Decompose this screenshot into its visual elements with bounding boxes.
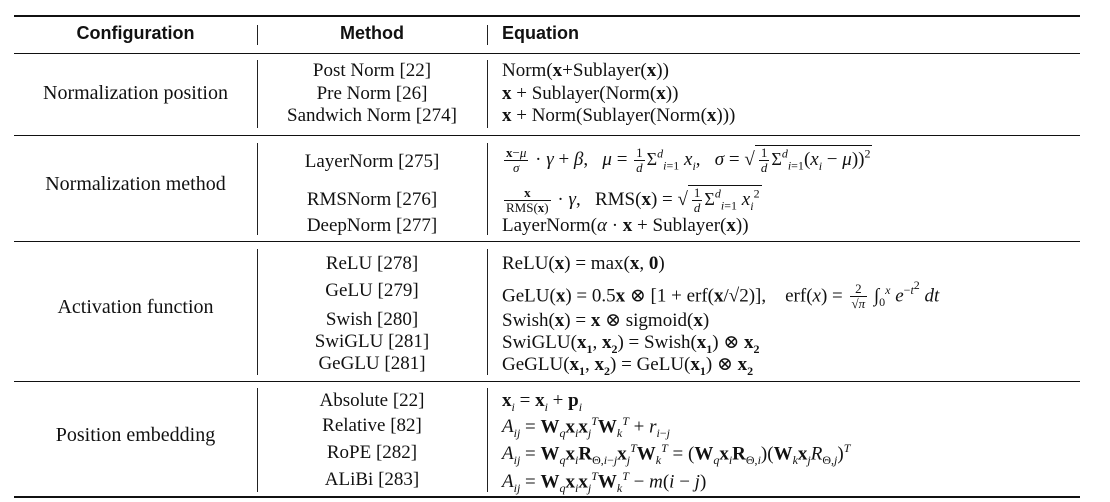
equation-swish: Swish(x) = x ⊗ sigmoid(x)	[502, 310, 710, 331]
equation-sandwich-norm: x + Norm(Sublayer(Norm(x)))	[502, 105, 736, 126]
config-normalization-method: Normalization method	[45, 173, 226, 195]
column-separator	[487, 60, 488, 128]
method-relative: Relative [82]	[322, 415, 422, 436]
equation-pre-norm: x + Sublayer(Norm(x))	[502, 83, 679, 104]
equation-post-norm: Norm(x+Sublayer(x))	[502, 60, 669, 81]
method-relu: ReLU [278]	[325, 253, 419, 274]
equation-rmsnorm: $\frac{x}{\text{RMS(x)}}$ · γ, RMS(x) = √ $\frac{1}{d}$ $\Sigma^d_{i=1}$ $x_i^2$	[506, 185, 760, 215]
equation-gelu: GeLU(x) = 0.5x ⊗ [1 + erf(x/√2)], erf(x) = $\frac{2}{√\pi}$ $\int_0^x$ $e^{-t^2}$ dt	[502, 278, 940, 312]
method-geglu: GeGLU [281]	[318, 353, 426, 374]
column-separator	[487, 143, 488, 235]
method-alibi: ALiBi [283]	[324, 469, 420, 490]
equation-deepnorm: LayerNorm(α · x + Sublayer(x))	[502, 215, 749, 236]
equation-alibi: $A_{ij} = W_qx_ix_j^TW_k^T - m(i - j)$	[502, 469, 707, 496]
equation-swiglu: $SwiGLU(x_1$, $x_2$) = $Swish(x_1)$ ⊗ $x_2$	[502, 332, 760, 356]
method-layernorm: LayerNorm [275]	[304, 151, 440, 172]
bottom-rule	[14, 496, 1080, 498]
group-divider	[14, 135, 1080, 136]
method-rope: RoPE [282]	[326, 442, 418, 463]
column-separator	[487, 25, 488, 45]
method-swiglu: SwiGLU [281]	[314, 331, 430, 352]
equation-relative: $A_{ij} = W_qx_ix_j^TW_k^T + r_{i-j}$	[502, 414, 670, 441]
method-rmsnorm: RMSNorm [276]	[306, 189, 438, 210]
method-absolute: Absolute [22]	[319, 390, 425, 411]
header-configuration: Configuration	[76, 23, 195, 43]
config-normalization-position: Normalization position	[43, 82, 228, 104]
header-rule	[14, 53, 1080, 54]
method-gelu: GeLU [279]	[325, 280, 419, 301]
equation-rope: $A_{ij} = W_qx_iR_{\Theta,i-j}x_j^TW_k^T = (W_qx_iR_{\Theta,i})(W_kx_jR_{\Theta,j})^T$	[502, 441, 851, 468]
header-method: Method	[340, 23, 404, 43]
group-divider	[14, 241, 1080, 242]
method-swish: Swish [280]	[325, 309, 419, 330]
method-deepnorm: DeepNorm [277]	[306, 215, 438, 236]
top-rule	[14, 15, 1080, 17]
equation-geglu: $GeGLU(x_1$, $x_2$) = $GeLU(x_1)$ ⊗ $x_2$	[502, 354, 754, 378]
header-equation: Equation	[502, 23, 579, 43]
equation-absolute: $x_i = x_i + p_i$	[502, 390, 583, 414]
equation-relu: ReLU(x) = max(x, 0)	[502, 253, 665, 274]
comparison-table	[14, 15, 1080, 499]
config-activation-function: Activation function	[57, 296, 214, 318]
column-separator	[487, 388, 488, 492]
method-pre-norm: Pre Norm [26]	[316, 83, 428, 104]
method-post-norm: Post Norm [22]	[312, 60, 432, 81]
config-position-embedding: Position embedding	[55, 424, 216, 446]
column-separator	[487, 249, 488, 375]
equation-layernorm: $\frac{x-\mu}{\sigma}$ · γ + β, μ = $\frac{1}{d}$ $\Sigma^d_{i=1}$ $x_i$, σ = √ $\frac{1}{d}$ $\Sigma^d_{i=1}(x_i - \mu))^2$	[506, 145, 871, 175]
group-divider	[14, 381, 1080, 382]
method-sandwich-norm: Sandwich Norm [274]	[287, 105, 457, 126]
